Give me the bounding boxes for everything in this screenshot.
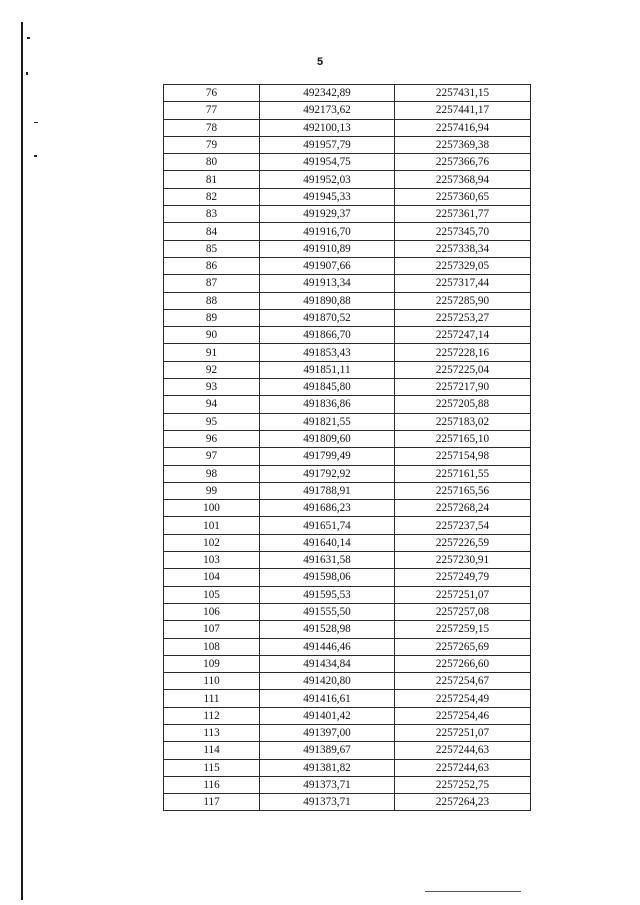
x-coordinate-cell: 491913,34 — [260, 275, 395, 292]
point-number-cell: 96 — [164, 430, 260, 447]
scan-speck — [27, 37, 30, 39]
point-number-cell: 79 — [164, 136, 260, 153]
y-coordinate-cell: 2257254,49 — [395, 690, 531, 707]
page-edge-rule — [21, 22, 23, 900]
y-coordinate-cell: 2257205,88 — [395, 396, 531, 413]
x-coordinate-cell: 491954,75 — [260, 154, 395, 171]
y-coordinate-cell: 2257226,59 — [395, 534, 531, 551]
point-number-cell: 80 — [164, 154, 260, 171]
x-coordinate-cell: 491401,42 — [260, 707, 395, 724]
point-number-cell: 85 — [164, 240, 260, 257]
point-number-cell: 115 — [164, 759, 260, 776]
table-row — [164, 552, 531, 569]
x-coordinate-cell: 491799,49 — [260, 448, 395, 465]
point-number-cell: 107 — [164, 621, 260, 638]
y-coordinate-cell: 2257244,63 — [395, 759, 531, 776]
table-row — [164, 102, 531, 119]
point-number-cell: 114 — [164, 742, 260, 759]
table-row — [164, 240, 531, 257]
point-number-cell: 93 — [164, 379, 260, 396]
table-row — [164, 361, 531, 378]
table-row — [164, 119, 531, 136]
point-number-cell: 112 — [164, 707, 260, 724]
table-row — [164, 275, 531, 292]
table-row — [164, 621, 531, 638]
y-coordinate-cell: 2257249,79 — [395, 569, 531, 586]
y-coordinate-cell: 2257338,34 — [395, 240, 531, 257]
table-row — [164, 603, 531, 620]
x-coordinate-cell: 491788,91 — [260, 482, 395, 499]
table-row — [164, 500, 531, 517]
y-coordinate-cell: 2257416,94 — [395, 119, 531, 136]
y-coordinate-cell: 2257161,55 — [395, 465, 531, 482]
x-coordinate-cell: 491651,74 — [260, 517, 395, 534]
y-coordinate-cell: 2257369,38 — [395, 136, 531, 153]
point-number-cell: 78 — [164, 119, 260, 136]
y-coordinate-cell: 2257244,63 — [395, 742, 531, 759]
x-coordinate-cell: 491420,80 — [260, 673, 395, 690]
table-row — [164, 430, 531, 447]
x-coordinate-cell: 491631,58 — [260, 552, 395, 569]
y-coordinate-cell: 2257183,02 — [395, 413, 531, 430]
y-coordinate-cell: 2257253,27 — [395, 309, 531, 326]
y-coordinate-cell: 2257165,10 — [395, 430, 531, 447]
x-coordinate-cell: 492342,89 — [260, 85, 395, 102]
y-coordinate-cell: 2257247,14 — [395, 327, 531, 344]
table-row — [164, 413, 531, 430]
x-coordinate-cell: 491821,55 — [260, 413, 395, 430]
table-row — [164, 690, 531, 707]
table-row — [164, 759, 531, 776]
table-row — [164, 655, 531, 672]
table-row — [164, 707, 531, 724]
point-number-cell: 103 — [164, 552, 260, 569]
point-number-cell: 106 — [164, 603, 260, 620]
table-row — [164, 257, 531, 274]
x-coordinate-cell: 491853,43 — [260, 344, 395, 361]
y-coordinate-cell: 2257254,67 — [395, 673, 531, 690]
x-coordinate-cell: 491446,46 — [260, 638, 395, 655]
x-coordinate-cell: 491910,89 — [260, 240, 395, 257]
point-number-cell: 84 — [164, 223, 260, 240]
x-coordinate-cell: 491870,52 — [260, 309, 395, 326]
table-row — [164, 794, 531, 811]
point-number-cell: 95 — [164, 413, 260, 430]
x-coordinate-cell: 491528,98 — [260, 621, 395, 638]
x-coordinate-cell: 492100,13 — [260, 119, 395, 136]
table-row — [164, 206, 531, 223]
table-row — [164, 742, 531, 759]
y-coordinate-cell: 2257259,15 — [395, 621, 531, 638]
y-coordinate-cell: 2257165,56 — [395, 482, 531, 499]
table-row — [164, 136, 531, 153]
table-row — [164, 309, 531, 326]
x-coordinate-cell: 491957,79 — [260, 136, 395, 153]
page-number: 5 — [316, 56, 324, 68]
point-number-cell: 91 — [164, 344, 260, 361]
table-row — [164, 569, 531, 586]
y-coordinate-cell: 2257225,04 — [395, 361, 531, 378]
point-number-cell: 102 — [164, 534, 260, 551]
signature-line — [425, 891, 521, 892]
scan-speck — [26, 72, 28, 75]
table-row — [164, 465, 531, 482]
point-number-cell: 97 — [164, 448, 260, 465]
point-number-cell: 87 — [164, 275, 260, 292]
y-coordinate-cell: 2257361,77 — [395, 206, 531, 223]
point-number-cell: 108 — [164, 638, 260, 655]
point-number-cell: 83 — [164, 206, 260, 223]
point-number-cell: 113 — [164, 724, 260, 741]
coordinates-table — [163, 84, 531, 811]
point-number-cell: 88 — [164, 292, 260, 309]
x-coordinate-cell: 491555,50 — [260, 603, 395, 620]
point-number-cell: 92 — [164, 361, 260, 378]
table-row — [164, 534, 531, 551]
x-coordinate-cell: 491373,71 — [260, 776, 395, 793]
table-row — [164, 292, 531, 309]
table-row — [164, 344, 531, 361]
table-row — [164, 154, 531, 171]
table-row — [164, 482, 531, 499]
x-coordinate-cell: 491598,06 — [260, 569, 395, 586]
x-coordinate-cell: 491373,71 — [260, 794, 395, 811]
x-coordinate-cell: 491434,84 — [260, 655, 395, 672]
y-coordinate-cell: 2257257,08 — [395, 603, 531, 620]
x-coordinate-cell: 491845,80 — [260, 379, 395, 396]
table-row — [164, 223, 531, 240]
x-coordinate-cell: 491809,60 — [260, 430, 395, 447]
y-coordinate-cell: 2257265,69 — [395, 638, 531, 655]
x-coordinate-cell: 491381,82 — [260, 759, 395, 776]
x-coordinate-cell: 491416,61 — [260, 690, 395, 707]
table-row — [164, 396, 531, 413]
x-coordinate-cell: 491640,14 — [260, 534, 395, 551]
x-coordinate-cell: 491945,33 — [260, 188, 395, 205]
y-coordinate-cell: 2257252,75 — [395, 776, 531, 793]
point-number-cell: 90 — [164, 327, 260, 344]
y-coordinate-cell: 2257268,24 — [395, 500, 531, 517]
y-coordinate-cell: 2257154,98 — [395, 448, 531, 465]
point-number-cell: 81 — [164, 171, 260, 188]
x-coordinate-cell: 491952,03 — [260, 171, 395, 188]
y-coordinate-cell: 2257230,91 — [395, 552, 531, 569]
y-coordinate-cell: 2257251,07 — [395, 724, 531, 741]
point-number-cell: 77 — [164, 102, 260, 119]
table-row — [164, 586, 531, 603]
x-coordinate-cell: 491595,53 — [260, 586, 395, 603]
scan-speck — [34, 122, 38, 123]
y-coordinate-cell: 2257345,70 — [395, 223, 531, 240]
x-coordinate-cell: 491686,23 — [260, 500, 395, 517]
y-coordinate-cell: 2257228,16 — [395, 344, 531, 361]
point-number-cell: 82 — [164, 188, 260, 205]
point-number-cell: 89 — [164, 309, 260, 326]
table-row — [164, 171, 531, 188]
point-number-cell: 100 — [164, 500, 260, 517]
y-coordinate-cell: 2257251,07 — [395, 586, 531, 603]
x-coordinate-cell: 491397,00 — [260, 724, 395, 741]
table-row — [164, 379, 531, 396]
x-coordinate-cell: 491866,70 — [260, 327, 395, 344]
y-coordinate-cell: 2257285,90 — [395, 292, 531, 309]
x-coordinate-cell: 491916,70 — [260, 223, 395, 240]
point-number-cell: 101 — [164, 517, 260, 534]
x-coordinate-cell: 492173,62 — [260, 102, 395, 119]
y-coordinate-cell: 2257264,23 — [395, 794, 531, 811]
x-coordinate-cell: 491389,67 — [260, 742, 395, 759]
y-coordinate-cell: 2257431,15 — [395, 85, 531, 102]
point-number-cell: 86 — [164, 257, 260, 274]
point-number-cell: 111 — [164, 690, 260, 707]
coordinates-table-body — [164, 85, 531, 811]
point-number-cell: 116 — [164, 776, 260, 793]
y-coordinate-cell: 2257317,44 — [395, 275, 531, 292]
point-number-cell: 105 — [164, 586, 260, 603]
table-row — [164, 638, 531, 655]
point-number-cell: 110 — [164, 673, 260, 690]
point-number-cell: 104 — [164, 569, 260, 586]
y-coordinate-cell: 2257329,05 — [395, 257, 531, 274]
point-number-cell: 99 — [164, 482, 260, 499]
point-number-cell: 109 — [164, 655, 260, 672]
point-number-cell: 94 — [164, 396, 260, 413]
table-row — [164, 517, 531, 534]
x-coordinate-cell: 491792,92 — [260, 465, 395, 482]
table-row — [164, 776, 531, 793]
scan-speck — [34, 155, 37, 157]
y-coordinate-cell: 2257366,76 — [395, 154, 531, 171]
table-row — [164, 85, 531, 102]
y-coordinate-cell: 2257217,90 — [395, 379, 531, 396]
y-coordinate-cell: 2257441,17 — [395, 102, 531, 119]
table-row — [164, 724, 531, 741]
point-number-cell: 76 — [164, 85, 260, 102]
x-coordinate-cell: 491851,11 — [260, 361, 395, 378]
x-coordinate-cell: 491836,86 — [260, 396, 395, 413]
table-row — [164, 327, 531, 344]
table-row — [164, 448, 531, 465]
y-coordinate-cell: 2257266,60 — [395, 655, 531, 672]
x-coordinate-cell: 491929,37 — [260, 206, 395, 223]
table-row — [164, 188, 531, 205]
x-coordinate-cell: 491890,88 — [260, 292, 395, 309]
y-coordinate-cell: 2257237,54 — [395, 517, 531, 534]
y-coordinate-cell: 2257254,46 — [395, 707, 531, 724]
table-row — [164, 673, 531, 690]
y-coordinate-cell: 2257368,94 — [395, 171, 531, 188]
point-number-cell: 98 — [164, 465, 260, 482]
point-number-cell: 117 — [164, 794, 260, 811]
x-coordinate-cell: 491907,66 — [260, 257, 395, 274]
y-coordinate-cell: 2257360,65 — [395, 188, 531, 205]
